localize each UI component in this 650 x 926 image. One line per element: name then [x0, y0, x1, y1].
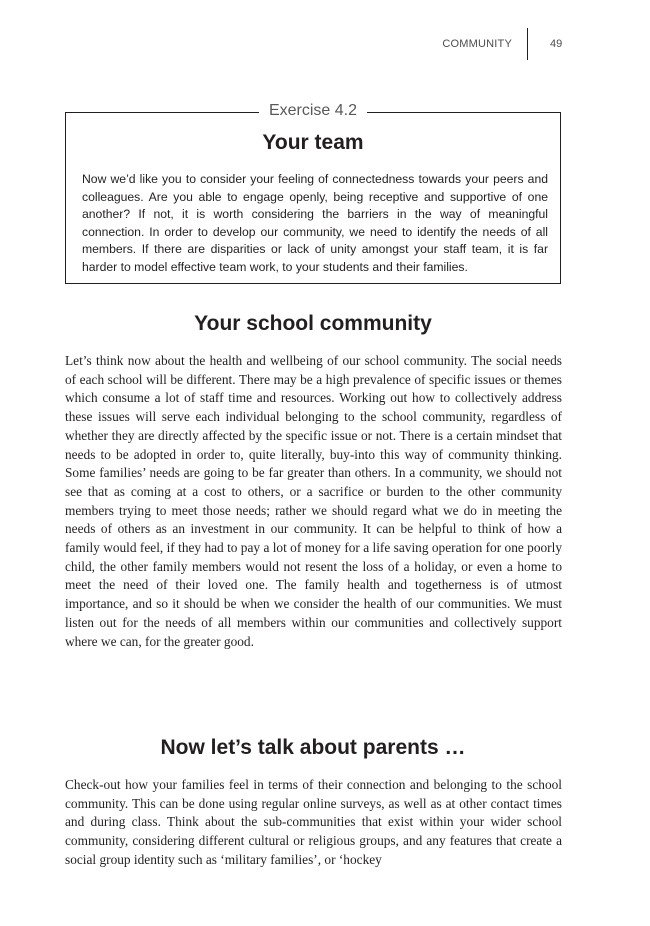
exercise-label-wrapper	[66, 102, 560, 120]
exercise-label: Exercise 4.2	[259, 102, 367, 119]
page-number: 49	[550, 38, 563, 50]
running-head	[0, 28, 650, 62]
exercise-text: Now we’d like you to consider your feeling of connectedness towards your peers and colleagues. Are you able to engage openly, being receptive and supportive of one another? If not, it is worth considering the barriers in the way of meaningful connection. In order to develop our community, we need to identify the needs of all members. If there are disparities or lack of unity amongst your staff team, it is far harder to model effective team work, to your students and their families.	[82, 172, 548, 274]
section-heading-school-community: Your school community	[194, 312, 432, 335]
exercise-title: Your team	[262, 131, 364, 154]
running-head-divider	[527, 28, 528, 60]
running-head-section: COMMUNITY	[442, 38, 512, 50]
paragraph-school-community: Let’s think now about the health and wellbeing of our school community. The social needs of each school will be different. There may be a high prevalence of specific issues or themes which consume a lot of staff time and resources. Working out how to collectively address these issues will serve each individual belonging to the school community, regardless of whether they are directly affected by the specific issue or not. There is a certain mindset that needs to be adopted in order to, quite literally, buy-into this way of community thinking. Some families’ needs are going to be far greater than others. In a community, we should not see that as coming at a cost to others, or a sacrifice or burden to the other community members trying to meet those needs; rather we should regard what we do in meeting the needs of others as an investment in our community. It can be helpful to think of how a family would feel, if they had to pay a lot of money for a life saving operation for one poorly child, the other family members would not resent the loss of a holiday, or even a home to meet the need of their loved one. The family health and togetherness is of utmost importance, and so it should be when we consider the health of our communities. We must listen out for the needs of all members within our communities and collectively support where we can, for the greater good.	[65, 353, 562, 649]
section-heading-parents: Now let’s talk about parents …	[160, 736, 466, 759]
paragraph-parents: Check-out how your families feel in terms of their connection and belonging to the school community. This can be done using regular online surveys, as well as at other contact times and during class. Think about the sub-communities that exist within your wider school community, considering different cultural or religious groups, and any features that create a social group identity such as ‘military families’, or ‘hockey	[65, 777, 562, 867]
exercise-box	[65, 102, 561, 284]
